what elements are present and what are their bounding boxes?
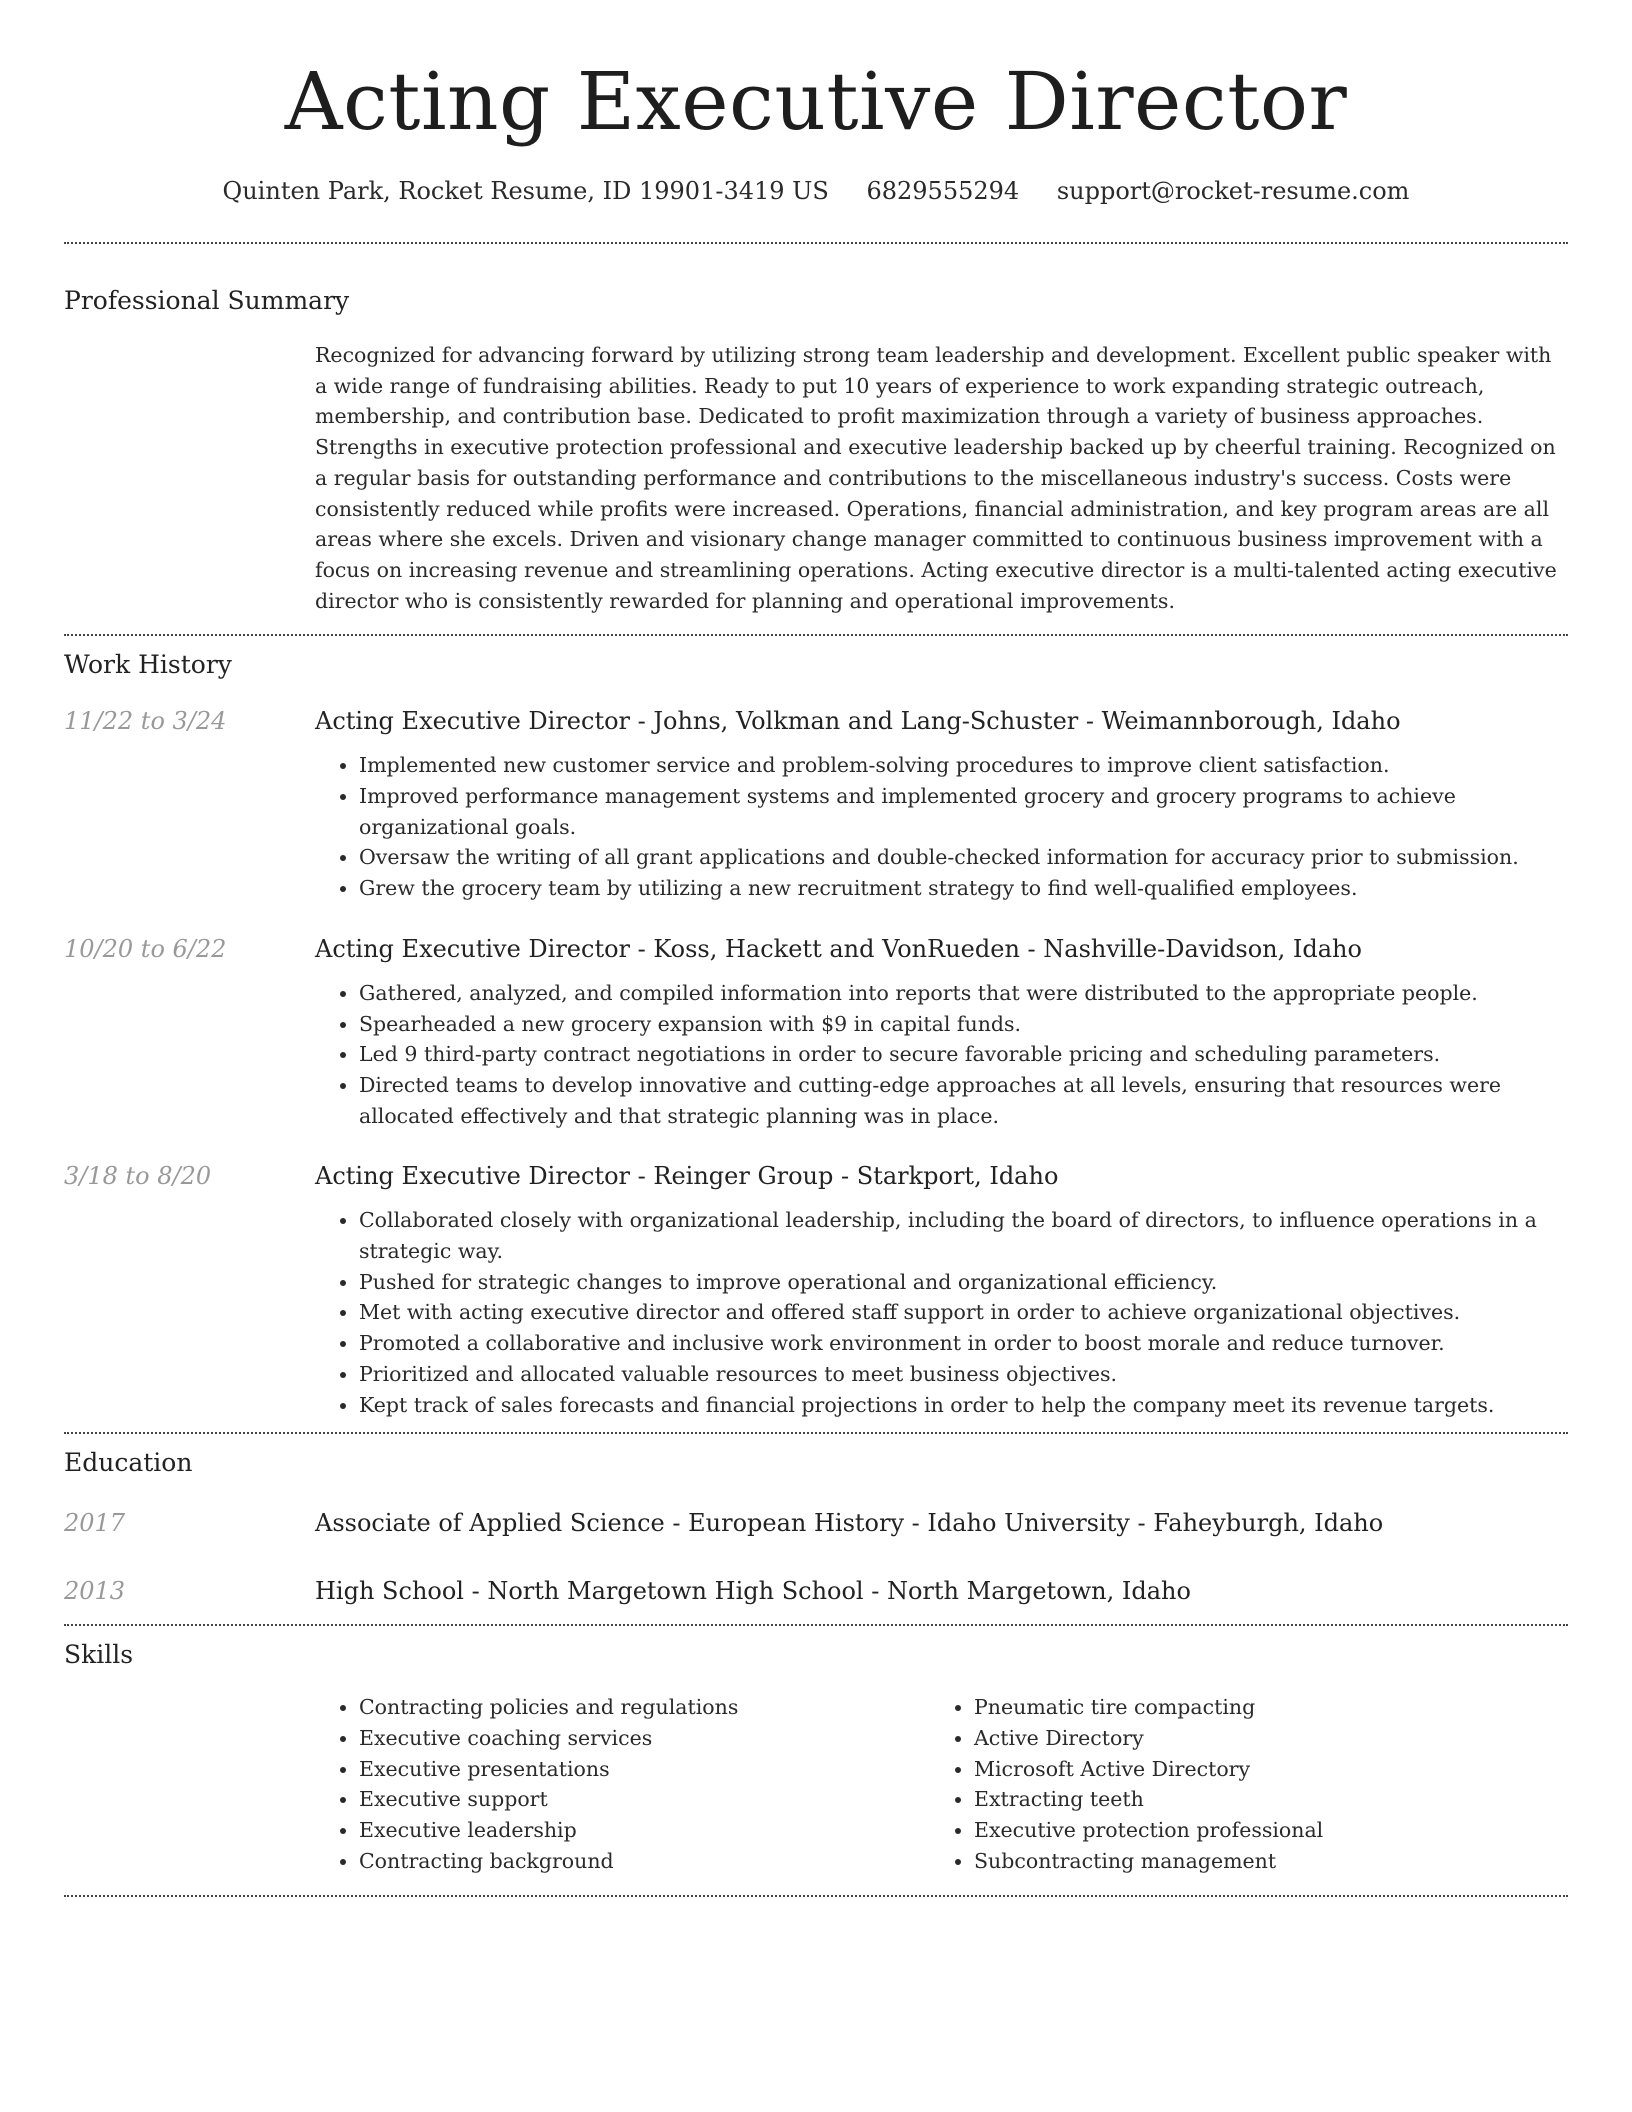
education-heading: Education	[64, 1448, 193, 1478]
divider	[64, 1895, 1568, 1897]
list-item: • Prioritized and allocated valuable resources to meet business objectives.	[359, 1359, 1568, 1390]
contact-address: Quinten Park, Rocket Resume, ID 19901-3419 US	[222, 177, 829, 205]
list-item: • Executive presentations	[359, 1754, 930, 1785]
list-item: • Directed teams to develop innovative and cutting-edge approaches at all levels, ensuring that resources were allocated effectively and that strategic planning was in place.	[359, 1070, 1568, 1131]
education-degree: Associate of Applied Science - European History - Idaho University - Faheyburgh, Idaho	[315, 1509, 1384, 1538]
skills-column-right	[930, 1692, 1545, 1876]
list-item: • Oversaw the writing of all grant applications and double-checked information for accuracy prior to submission.	[359, 842, 1568, 873]
job-dates: 3/18 to 8/20	[64, 1162, 212, 1191]
list-item: • Kept track of sales forecasts and financial projections in order to help the company meet its revenue targets.	[359, 1390, 1568, 1421]
divider	[64, 1432, 1568, 1434]
contact-line	[64, 174, 1568, 208]
list-item: • Executive leadership	[359, 1815, 930, 1846]
divider	[64, 242, 1568, 244]
list-item: • Gathered, analyzed, and compiled information into reports that were distributed to the appropriate people.	[359, 978, 1568, 1009]
list-item: • Spearheaded a new grocery expansion with $9 in capital funds.	[359, 1009, 1568, 1040]
contact-phone: 6829555294	[866, 177, 1020, 205]
work-history-heading: Work History	[64, 650, 232, 680]
list-item: • Microsoft Active Directory	[974, 1754, 1545, 1785]
candidate-name: Acting Executive Director	[284, 55, 1348, 148]
divider	[64, 634, 1568, 636]
job-entry	[64, 704, 1568, 904]
list-item: • Executive coaching services	[359, 1723, 930, 1754]
job-title: Acting Executive Director - Koss, Hackett and VonRueden - Nashville-Davidson, Idaho	[315, 934, 1362, 963]
education-year: 2013	[64, 1577, 126, 1606]
list-item: • Collaborated closely with organizational leadership, including the board of directors, to influence operations in a strategic way.	[359, 1205, 1568, 1266]
job-bullets	[315, 1205, 1568, 1420]
list-item: • Extracting teeth	[974, 1784, 1545, 1815]
list-item: • Implemented new customer service and problem-solving procedures to improve client satisfaction.	[359, 750, 1568, 781]
summary-heading: Professional Summary	[64, 286, 350, 315]
skills-column-left	[315, 1692, 930, 1876]
list-item: • Led 9 third-party contract negotiations in order to secure favorable pricing and scheduling parameters.	[359, 1039, 1568, 1070]
education-degree: High School - North Margetown High School - North Margetown, Idaho	[315, 1577, 1191, 1606]
list-item: • Active Directory	[974, 1723, 1545, 1754]
list-item: • Contracting policies and regulations	[359, 1692, 930, 1723]
education-year: 2017	[64, 1509, 126, 1538]
list-item: • Promoted a collaborative and inclusive work environment in order to boost morale and reduce turnover.	[359, 1328, 1568, 1359]
summary-text: Recognized for advancing forward by utilizing strong team leadership and development. Excellent public speaker with a wide range of fundraising abilities. Ready to put 10 years of experience to work expanding strategic outreach, membership, and contribution base. Dedicated to profit maximization through a variety of business approaches. Strengths in executive protection professional and executive leadership backed up by cheerful training. Recognized on a regular basis for outstanding performance and contributions to the miscellaneous industry's success. Costs were consistently reduced while profits were increased. Operations, financial administration, and key program areas are all areas where she excels. Driven and visionary change manager committed to continuous business improvement with a focus on increasing revenue and streamlining operations. Acting executive director is a multi-talented acting executive director who is consistently rewarded for planning and operational improvements.	[315, 343, 1557, 613]
contact-email: support@rocket-resume.com	[1056, 177, 1410, 205]
job-entry	[64, 1159, 1568, 1420]
list-item: • Contracting background	[359, 1846, 930, 1877]
job-bullets	[315, 978, 1568, 1132]
job-title: Acting Executive Director - Reinger Group - Starkport, Idaho	[315, 1162, 1059, 1191]
skills-list	[315, 1692, 1568, 1876]
skills-heading: Skills	[64, 1640, 134, 1670]
job-bullets	[315, 750, 1568, 904]
education-entry	[64, 1574, 1568, 1608]
education-entry	[64, 1506, 1568, 1540]
list-item: • Executive protection professional	[974, 1815, 1545, 1846]
divider	[64, 1624, 1568, 1626]
list-item: • Grew the grocery team by utilizing a new recruitment strategy to find well-qualified employees.	[359, 873, 1568, 904]
list-item: • Subcontracting management	[974, 1846, 1545, 1877]
list-item: • Pushed for strategic changes to improve operational and organizational efficiency.	[359, 1267, 1568, 1298]
list-item: • Pneumatic tire compacting	[974, 1692, 1545, 1723]
job-entry	[64, 932, 1568, 1132]
list-item: • Met with acting executive director and offered staff support in order to achieve organizational objectives.	[359, 1297, 1568, 1328]
job-dates: 11/22 to 3/24	[64, 707, 227, 736]
list-item: • Executive support	[359, 1784, 930, 1815]
list-item: • Improved performance management systems and implemented grocery and grocery programs to achieve organizational goals.	[359, 781, 1568, 842]
job-dates: 10/20 to 6/22	[64, 934, 227, 963]
job-title: Acting Executive Director - Johns, Volkman and Lang-Schuster - Weimannborough, Idaho	[315, 707, 1401, 736]
